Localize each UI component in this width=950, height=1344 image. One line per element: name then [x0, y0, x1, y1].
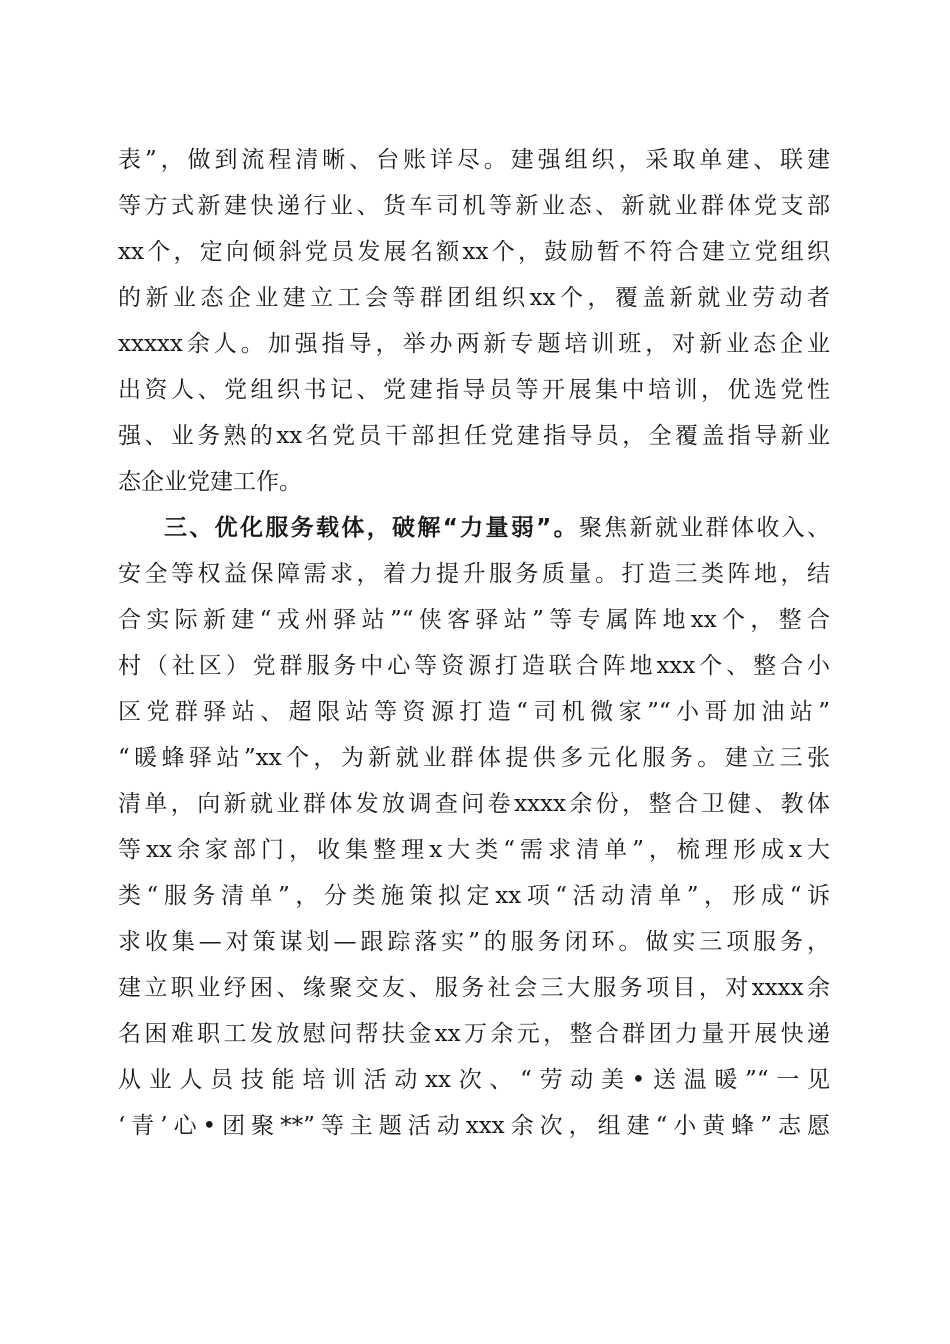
- text-line: 等方式新建快递行业、货车司机等新业态、新就业群体党支部: [118, 193, 830, 219]
- text-line: 建立职业纾困、缘聚交友、服务社会三大服务项目，对xxxx余: [118, 975, 830, 1001]
- text-line: 合实际新建“戎州驿站”“侠客驿站”等专属阵地xx个，整合: [118, 607, 830, 633]
- text-line: 区党群驿站、超限站等资源打造“司机微家”“小哥加油站”: [118, 699, 830, 725]
- text-line: 类“服务清单”，分类施策拟定xx项“活动清单”，形成“诉: [118, 883, 830, 909]
- paragraph-service-carrier: [118, 505, 830, 1149]
- paragraph-organization: [118, 137, 830, 505]
- text-line: 等xx余家部门，收集整理x大类“需求清单”，梳理形成x大: [118, 837, 830, 863]
- text-line: 态企业党建工作。: [118, 469, 302, 495]
- heading-line-rest: 聚焦新就业群体收入、: [578, 515, 830, 541]
- text-line: 求收集—对策谋划—跟踪落实”的服务闭环。做实三项服务，: [118, 929, 830, 955]
- text-line: 强、业务熟的xx名党员干部担任党建指导员，全覆盖指导新业: [118, 423, 830, 449]
- text-line: 表”，做到流程清晰、台账详尽。建强组织，采取单建、联建: [118, 147, 830, 173]
- section-heading: 三、优化服务载体，破解“力量弱”。: [164, 515, 579, 541]
- text-line: 村（社区）党群服务中心等资源打造联合阵地xxx个、整合小: [118, 653, 830, 679]
- section-heading-line: [118, 505, 830, 551]
- text-line: 名困难职工发放慰问帮扶金xx万余元，整合群团力量开展快递: [118, 1021, 830, 1047]
- text-line: ‘青’心•团聚**”等主题活动xxx余次，组建“小黄蜂”志愿: [118, 1113, 830, 1139]
- text-line: 安全等权益保障需求，着力提升服务质量。打造三类阵地，结: [118, 561, 830, 587]
- text-line: 从业人员技能培训活动xx次、“劳动美•送温暖”“一见: [118, 1067, 830, 1093]
- text-line: xx个，定向倾斜党员发展名额xx个，鼓励暂不符合建立党组织: [118, 239, 830, 265]
- text-line: 的新业态企业建立工会等群团组织xx个，覆盖新就业劳动者: [118, 285, 830, 311]
- text-line: xxxxx余人。加强指导，举办两新专题培训班，对新业态企业: [118, 331, 830, 357]
- text-line: 出资人、党组织书记、党建指导员等开展集中培训，优选党性: [118, 377, 830, 403]
- text-line: 清单，向新就业群体发放调查问卷xxxx余份，整合卫健、教体: [118, 791, 830, 817]
- text-line: “暖蜂驿站”xx个，为新就业群体提供多元化服务。建立三张: [118, 745, 830, 771]
